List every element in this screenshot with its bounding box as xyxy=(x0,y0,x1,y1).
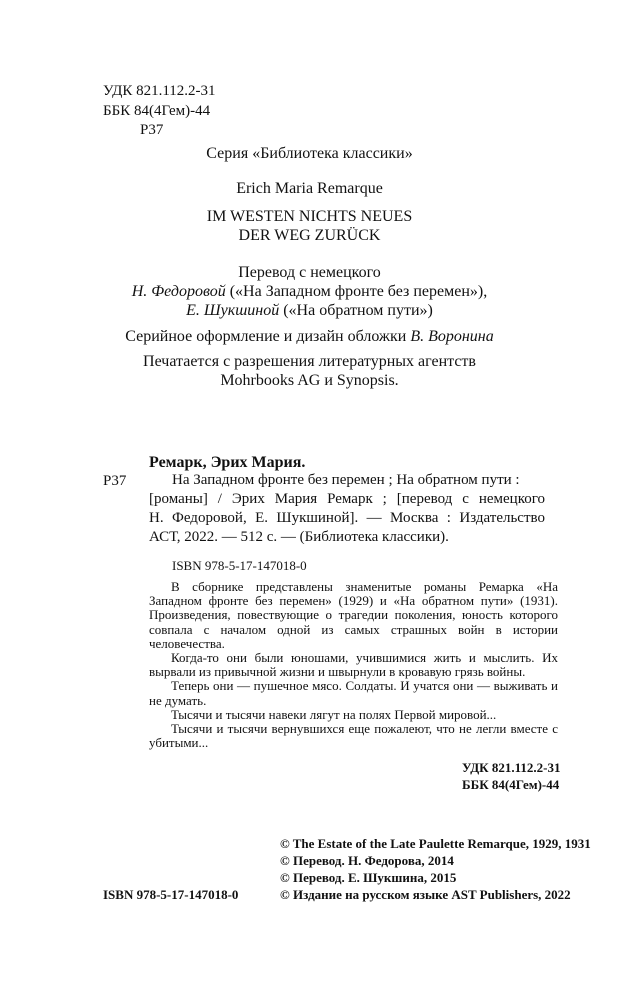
annotation-paragraph: Теперь они — пушечное мясо. Солдаты. И учатся они — выживать и не думать. xyxy=(149,678,558,708)
designer-name: В. Воронина xyxy=(410,328,494,345)
translator-1-work: («На Западном фронте без перемен»), xyxy=(225,283,488,300)
catalog-description-line-4: АСТ, 2022. — 512 с. — (Библиотека классики). xyxy=(149,529,449,545)
author-original: Erich Maria Remarque xyxy=(236,180,383,197)
catalog-description-line-2: [романы] / Эрих Мария Ремарк ; [перевод с немецкого xyxy=(149,491,545,507)
catalog-annotation xyxy=(149,580,558,750)
catalog-description-line-3: Н. Федоровой, Е. Шукшиной]. — Москва : Издательство xyxy=(149,510,545,526)
permission-line-2: Mohrbooks AG и Synopsis. xyxy=(220,372,399,389)
copyright-line-1: © The Estate of the Late Paulette Remarque, 1929, 1931 xyxy=(280,836,591,851)
catalog-mark: Р37 xyxy=(103,473,127,489)
catalog-isbn: ISBN 978-5-17-147018-0 xyxy=(172,558,307,573)
translator-2-work: («На обратном пути») xyxy=(279,302,433,319)
design-credit-text: Серийное оформление и дизайн обложки xyxy=(125,328,411,345)
bbk-code-top: ББК 84(4Гем)-44 xyxy=(103,103,211,119)
annotation-paragraph: Когда-то они были юношами, учившимися жить и мыслить. Их вырвали из привычной жизни и швырнули в кровавую грязь войны. xyxy=(149,650,558,680)
annotation-paragraph: Тысячи и тысячи навеки лягут на полях Первой мировой... xyxy=(171,706,497,722)
copyright-line-3: © Перевод. Е. Шукшина, 2015 xyxy=(280,870,457,885)
copyright-line-2: © Перевод. Н. Федорова, 2014 xyxy=(280,853,454,868)
translator-2-line xyxy=(0,302,619,320)
bottom-isbn: ISBN 978-5-17-147018-0 xyxy=(103,887,239,902)
udk-code-top: УДК 821.112.2-31 xyxy=(103,83,216,99)
catalog-udk: УДК 821.112.2-31 xyxy=(462,760,561,775)
translator-1-line xyxy=(0,283,619,301)
copyright-line-4: © Издание на русском языке AST Publishers, 2022 xyxy=(280,887,571,902)
series-line: Серия «Библиотека классики» xyxy=(206,145,413,162)
annotation-paragraph: Тысячи и тысячи вернувшихся еще пожалеют, что не легли вместе с убитыми... xyxy=(149,721,558,751)
translator-1-name: Н. Федоровой xyxy=(131,283,226,300)
permission-line-1: Печатается с разрешения литературных агентств xyxy=(143,353,476,370)
title-original-2: DER WEG ZURÜCK xyxy=(238,227,381,244)
catalog-bbk: ББК 84(4Гем)-44 xyxy=(462,777,560,792)
title-original-1: IM WESTEN NICHTS NEUES xyxy=(206,208,413,225)
catalog-author-heading: Ремарк, Эрих Мария. xyxy=(149,454,306,471)
catalog-description-line-1: На Западном фронте без перемен ; На обратном пути : xyxy=(172,472,520,488)
author-mark-top: Р37 xyxy=(140,122,164,138)
translation-heading: Перевод с немецкого xyxy=(238,264,381,281)
design-credit xyxy=(0,328,619,346)
annotation-paragraph: В сборнике представлены знаменитые романы Ремарка «На Западном фронте без перемен» (1929) и «На обратном пути» (1931). Произведения, повествующие о трагедии поколения, юность которого совпала с началом одной из самых страшных войн в истории человечества. xyxy=(149,579,558,651)
translator-2-name: Е. Шукшиной xyxy=(186,302,280,319)
